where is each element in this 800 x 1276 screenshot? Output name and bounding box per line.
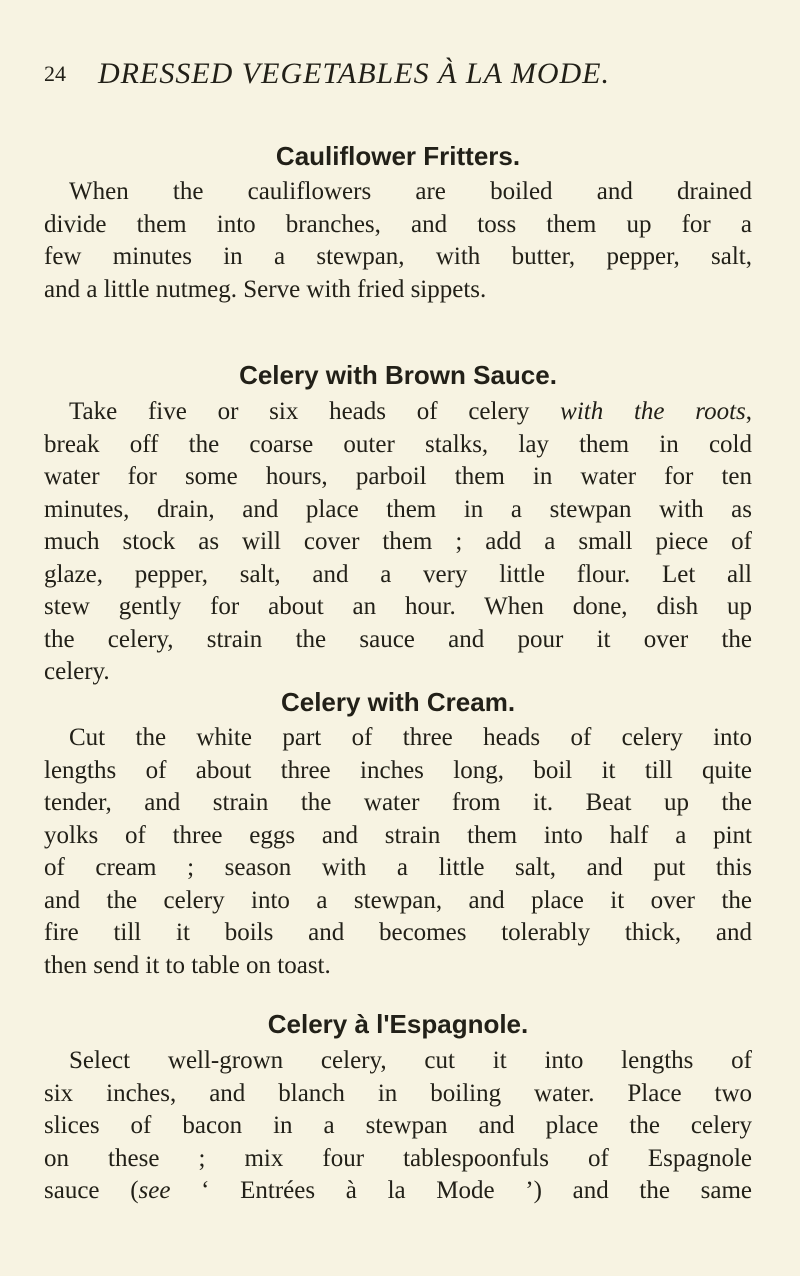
text-run: , bbox=[745, 398, 752, 425]
recipe-title-celery-brown-sauce: Celery with Brown Sauce. bbox=[239, 360, 557, 390]
text-line: fire till it boils and becomes tolerably thick, and bbox=[44, 919, 752, 946]
italic-text: see bbox=[138, 1177, 171, 1204]
text-line bbox=[44, 1175, 752, 1208]
text-line: glaze, pepper, salt, and a very little flour. Let all bbox=[44, 560, 752, 588]
text-line: Cut the white part of three heads of celery into bbox=[69, 724, 752, 751]
text-line: and a little nutmeg. Serve with fried sippets. bbox=[44, 275, 487, 303]
text-line: water for some hours, parboil them in water for ten bbox=[44, 463, 752, 490]
text-line: on these ; mix four tablespoonfuls of Espagnole bbox=[44, 1144, 752, 1172]
text-line: Select well-grown celery, cut it into lengths of bbox=[69, 1047, 752, 1074]
text-line: break off the coarse outer stalks, lay them in cold bbox=[44, 430, 752, 458]
text-run: sauce ( bbox=[44, 1177, 139, 1204]
text-line: stew gently for about an hour. When done, dish up bbox=[44, 593, 752, 620]
text-line: celery. bbox=[44, 658, 110, 685]
recipe-title-cauliflower-fritters: Cauliflower Fritters. bbox=[275, 141, 521, 171]
running-title: DRESSED VEGETABLES À LA MODE. bbox=[98, 57, 611, 90]
recipe-title-celery-with-cream: Celery with Cream. bbox=[280, 687, 516, 717]
text-line: much stock as will cover them ; add a small piece of bbox=[44, 528, 752, 555]
recipe-text-cauliflower-fritters bbox=[44, 176, 752, 306]
text-line: the celery, strain the sauce and pour it over the bbox=[44, 625, 752, 653]
recipe-text-celery-with-cream bbox=[44, 722, 752, 982]
text-line: yolks of three eggs and strain them into half a pint bbox=[44, 821, 752, 849]
text-line: divide them into branches, and toss them up for a bbox=[44, 210, 752, 238]
text-line: slices of bacon in a stewpan and place the celery bbox=[44, 1112, 752, 1139]
running-head bbox=[44, 54, 744, 94]
text-line: tender, and strain the water from it. Beat up the bbox=[44, 789, 752, 816]
text-line: lengths of about three inches long, boil it till quite bbox=[44, 756, 752, 784]
text-line: then send it to table on toast. bbox=[44, 951, 331, 979]
text-run: Take five or six heads of celery bbox=[69, 398, 561, 425]
text-line: few minutes in a stewpan, with butter, pepper, salt, bbox=[44, 243, 752, 270]
text-line bbox=[44, 396, 752, 429]
text-run: ‘ Entrées à la Mode ’) and the same bbox=[170, 1177, 752, 1204]
page-number: 24 bbox=[44, 61, 66, 86]
italic-text: with the roots bbox=[560, 398, 746, 425]
text-line: six inches, and blanch in boiling water. Place two bbox=[44, 1079, 752, 1107]
text-line: minutes, drain, and place them in a stewpan with as bbox=[44, 495, 752, 523]
recipe-title-celery-espagnole: Celery à l'Espagnole. bbox=[267, 1009, 529, 1039]
recipe-text-celery-brown-sauce bbox=[44, 396, 752, 689]
recipe-text-celery-espagnole bbox=[44, 1045, 752, 1208]
text-line: of cream ; season with a little salt, and put this bbox=[44, 854, 752, 881]
text-line: When the cauliflowers are boiled and drained bbox=[69, 178, 752, 205]
text-line: and the celery into a stewpan, and place it over the bbox=[44, 886, 752, 914]
